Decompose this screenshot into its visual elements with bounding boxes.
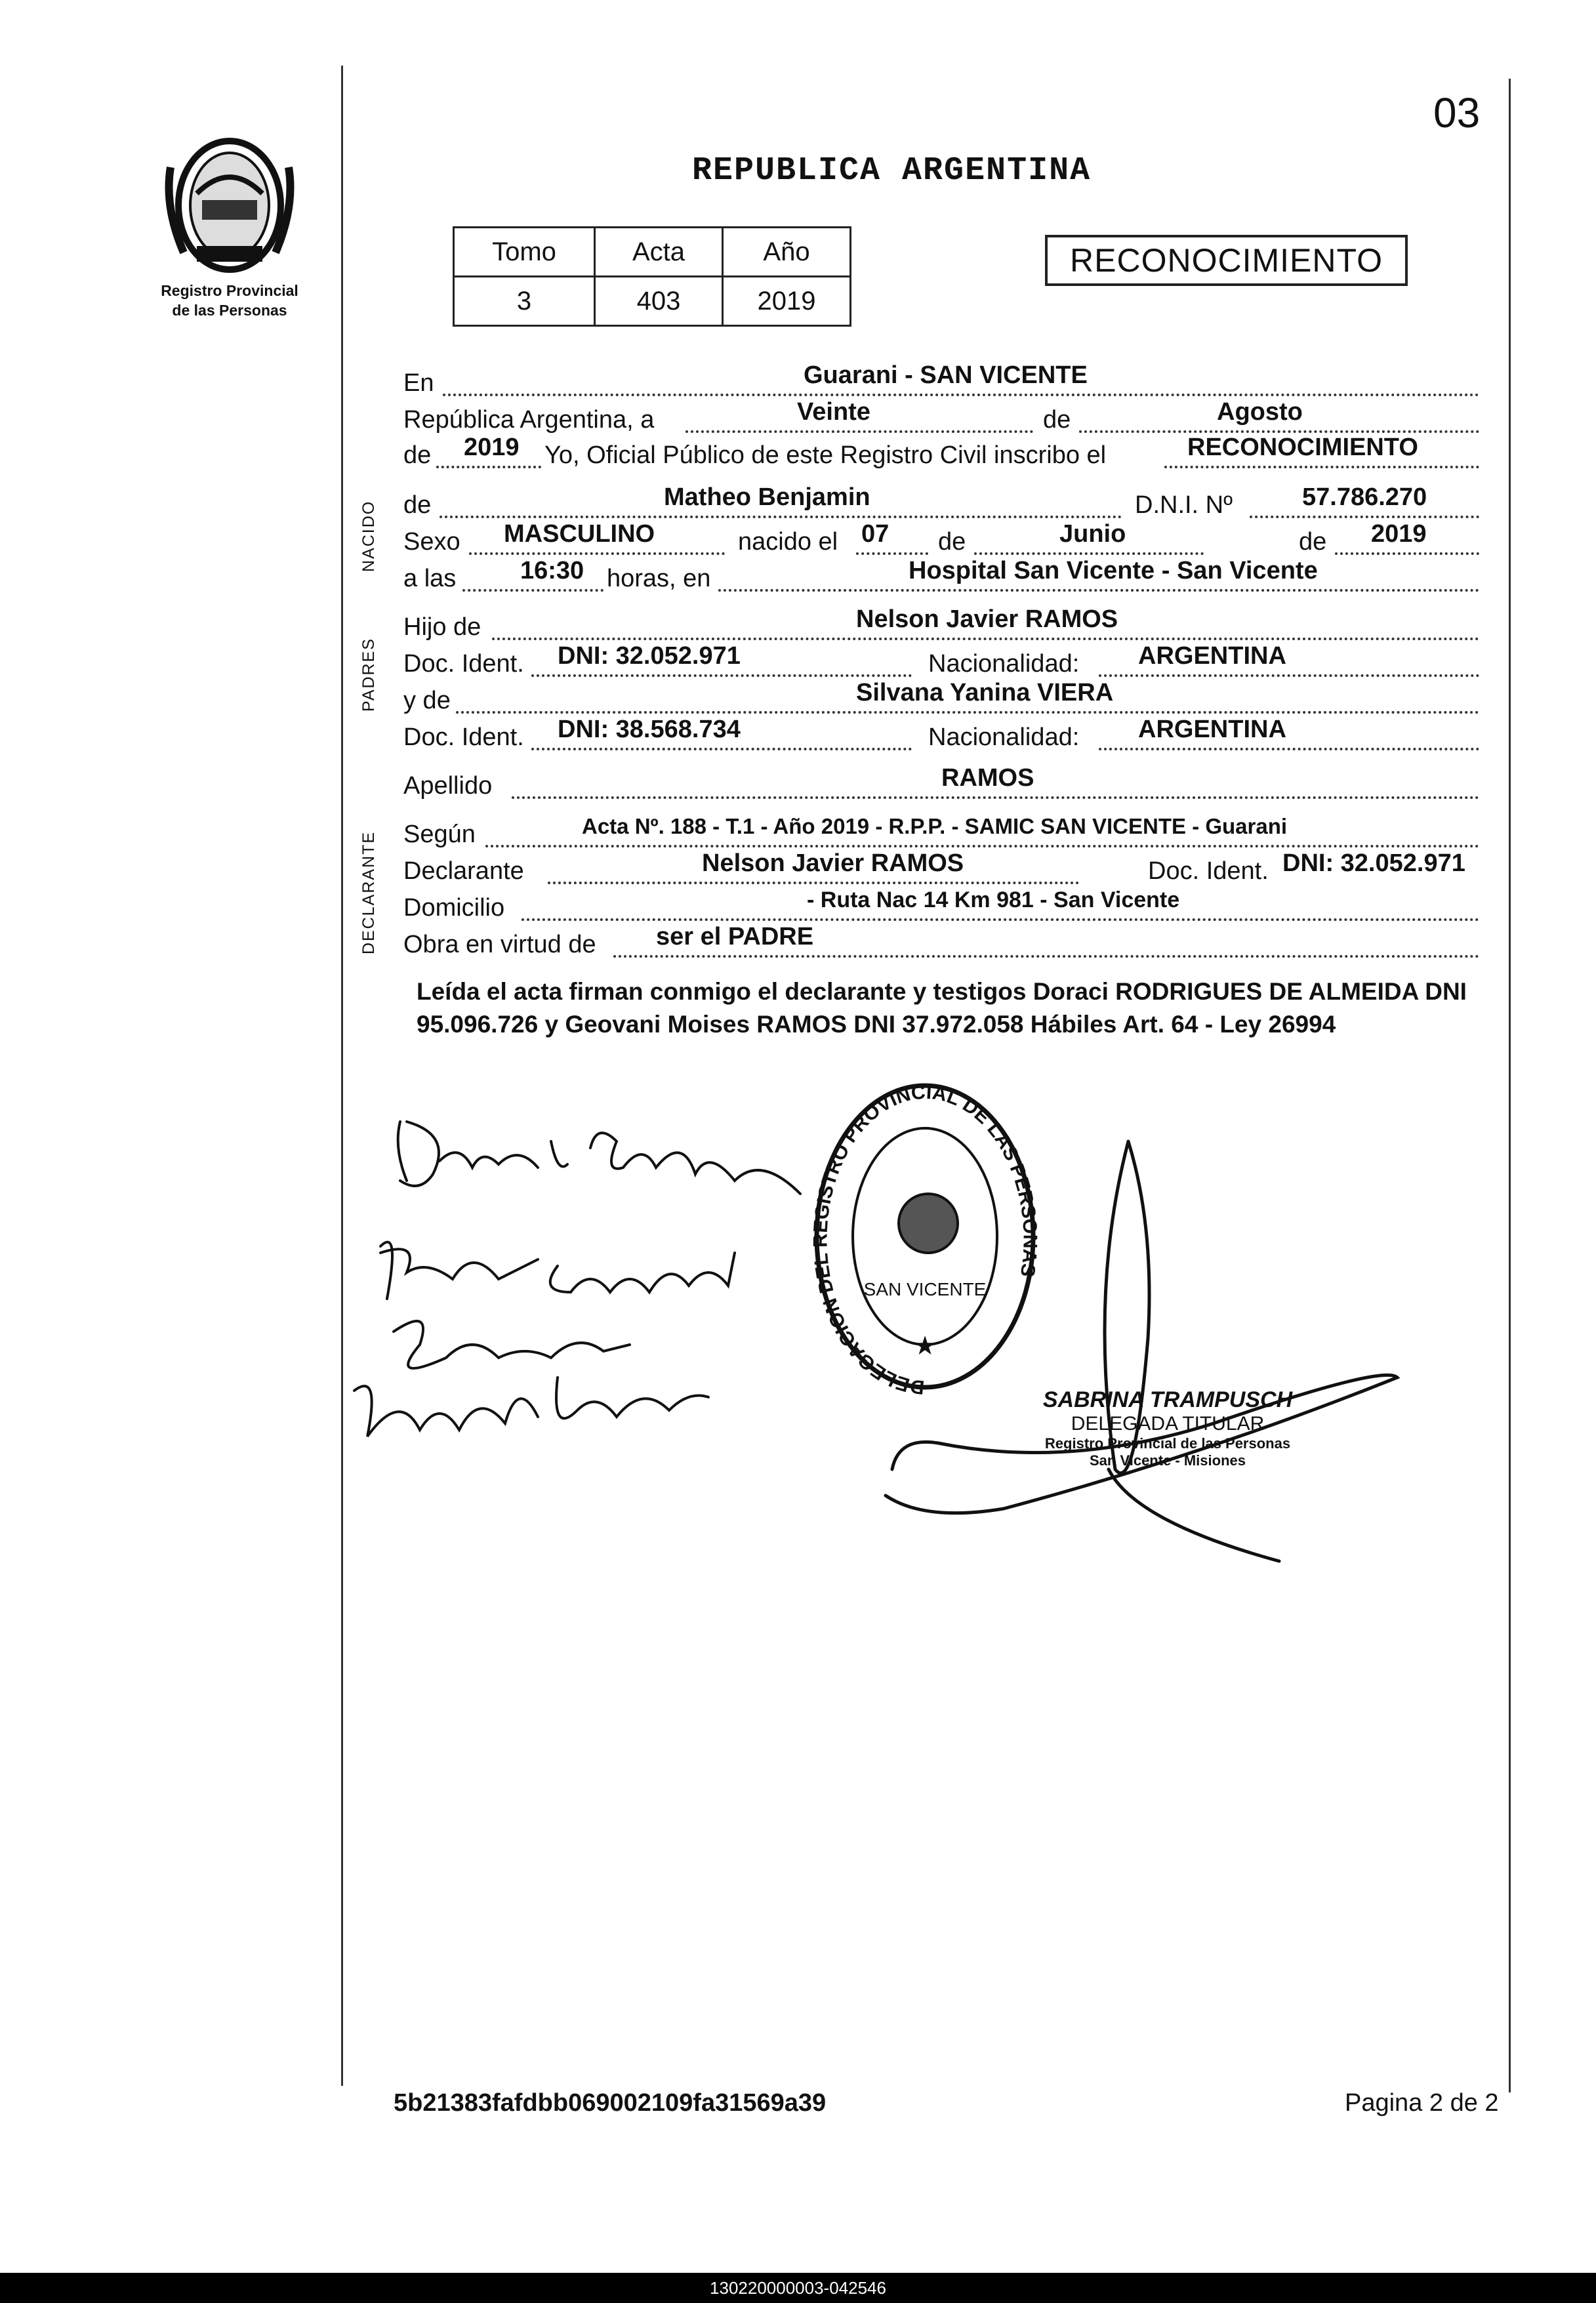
official-stamp-text	[997, 1387, 1338, 1469]
official-role: DELEGADA TITULAR	[1071, 1413, 1265, 1435]
dotted-line	[531, 748, 912, 750]
padre-doc-value: DNI: 32.052.971	[558, 642, 741, 670]
nacido-mes: Junio	[1059, 520, 1126, 548]
stamp-ring-textpath: DELEGACION DEL REGISTRO PROVINCIAL DE LAS PERSONAS	[809, 1081, 1041, 1398]
madre-doc-value: DNI: 38.568.734	[558, 716, 741, 743]
row-domicilio	[403, 887, 1479, 927]
dotted-line	[613, 955, 1479, 958]
hijo-label: Hijo de	[403, 613, 481, 641]
dni-label: D.N.I. Nº	[1135, 491, 1233, 519]
obra-label: Obra en virtud de	[403, 931, 596, 958]
official-signature	[872, 1128, 1417, 1574]
signature-stroke	[380, 1242, 538, 1299]
sexo-value: MASCULINO	[504, 520, 655, 548]
right-margin-line	[1509, 79, 1511, 2092]
registry-table-values	[454, 277, 851, 326]
row-hora	[403, 557, 1479, 598]
dotted-line	[512, 796, 1479, 799]
anio-header: Año	[723, 228, 851, 277]
coat-of-arms-logo	[157, 128, 302, 279]
madre-nac-value: ARGENTINA	[1138, 716, 1286, 743]
padre-nac-label: Nacionalidad:	[928, 650, 1080, 678]
signature-stroke	[1109, 1469, 1279, 1561]
barcode-text: 130220000003-042546	[710, 2278, 886, 2298]
dia-value: Veinte	[797, 398, 870, 426]
stamp-inner-text: SAN VICENTE	[863, 1279, 987, 1299]
official-name: SABRINA TRAMPUSCH	[1042, 1387, 1293, 1412]
signature-stroke	[440, 1141, 567, 1168]
page-number: 03	[1433, 89, 1481, 136]
registry-line1: Registro Provincial	[161, 282, 298, 299]
dni-value: 57.786.270	[1302, 483, 1427, 511]
official-org: Registro Provincial de las Personas	[1044, 1435, 1291, 1452]
official-place: San Vicente - Misiones	[1089, 1452, 1246, 1469]
segun-label: Según	[403, 821, 476, 848]
side-label-declarante: DECLARANTE	[359, 830, 378, 954]
hora-value: 16:30	[520, 557, 584, 584]
declarante-label: Declarante	[403, 857, 524, 885]
page-indicator: Pagina 2 de 2	[1345, 2089, 1499, 2117]
republica-label: República Argentina, a	[403, 406, 655, 434]
nacido-label: nacido el	[738, 528, 838, 556]
svg-text:★: ★	[913, 1332, 937, 1360]
oficial-text: Yo, Oficial Público de este Registro Civil inscribo el	[544, 441, 1107, 469]
acta-value: 403	[595, 277, 723, 326]
dotted-line	[685, 430, 1033, 433]
apellido-label: Apellido	[403, 772, 493, 800]
dotted-line	[1099, 674, 1479, 677]
anio-value: 2019	[464, 434, 520, 461]
row-anio	[403, 434, 1479, 475]
horas-en-label: horas, en	[607, 565, 711, 592]
nacido-anio: 2019	[1371, 520, 1427, 548]
sexo-label: Sexo	[403, 528, 460, 556]
dotted-line	[462, 589, 604, 592]
dotted-line	[1335, 552, 1479, 555]
obra-value: ser el PADRE	[656, 923, 814, 950]
dotted-line	[1250, 516, 1479, 518]
domicilio-value: - Ruta Nac 14 Km 981 - San Vicente	[807, 887, 1180, 912]
row-en	[403, 361, 1479, 403]
dotted-line	[718, 589, 1479, 592]
yde-label: y de	[403, 687, 451, 714]
country-title: REPUBLICA ARGENTINA	[692, 152, 1092, 190]
decl-doc-label: Doc. Ident.	[1148, 857, 1269, 885]
registry-table-header	[454, 228, 851, 277]
madre-doc-label: Doc. Ident.	[403, 724, 524, 751]
signature-stroke	[550, 1253, 735, 1292]
domicilio-label: Domicilio	[403, 894, 505, 922]
signature-stroke	[590, 1133, 800, 1194]
nacido-de2: de	[1299, 528, 1327, 556]
madre-nac-label: Nacionalidad:	[928, 724, 1080, 751]
dotted-line	[443, 394, 1479, 396]
declarante-value: Nelson Javier RAMOS	[702, 849, 964, 877]
madre-value: Silvana Yanina VIERA	[856, 679, 1114, 706]
nacido-dia: 07	[861, 520, 890, 548]
hora-label: a las	[403, 565, 457, 592]
lugar-value: Hospital San Vicente - San Vicente	[909, 557, 1318, 584]
signature-stroke	[398, 1122, 439, 1186]
padre-doc-label: Doc. Ident.	[403, 650, 524, 678]
nacido-de1: de	[938, 528, 966, 556]
acta-header: Acta	[595, 228, 723, 277]
dotted-line	[1099, 748, 1479, 750]
signature-stroke	[354, 1377, 708, 1437]
row-obra	[403, 923, 1479, 964]
registry-caption	[131, 281, 328, 320]
mes-value: Agosto	[1217, 398, 1303, 426]
en-label: En	[403, 369, 434, 397]
barcode-bar	[0, 2273, 1596, 2303]
document-hash: 5b21383fafdbb069002109fa31569a39	[394, 2089, 827, 2117]
en-value: Guarani - SAN VICENTE	[804, 361, 1088, 389]
padre-value: Nelson Javier RAMOS	[856, 605, 1118, 633]
tomo-header: Tomo	[454, 228, 595, 277]
segun-value: Acta Nº. 188 - T.1 - Año 2019 - R.P.P. - SAMIC SAN VICENTE - Guarani	[582, 814, 1288, 838]
row-apellido	[403, 764, 1479, 805]
inscribo-value: RECONOCIMIENTO	[1187, 434, 1418, 461]
tomo-value: 3	[454, 277, 595, 326]
registry-table	[453, 226, 851, 327]
dotted-line	[436, 466, 541, 468]
act-type-box: RECONOCIMIENTO	[1045, 235, 1408, 286]
de-label: de	[1043, 406, 1071, 434]
anio-value: 2019	[723, 277, 851, 326]
signature-stroke	[394, 1321, 630, 1368]
nombre-label: de	[403, 491, 432, 519]
row-madre-doc	[403, 716, 1479, 757]
apellido-value: RAMOS	[941, 764, 1034, 792]
dotted-line	[1164, 466, 1479, 468]
closing-paragraph: Leída el acta firman conmigo el declarante y testigos Doraci RODRIGUES DE ALMEIDA DNI 95.096.726 y Geovani Moises RAMOS DNI 37.972.058 Hábiles Art. 64 - Ley 26994	[417, 978, 1467, 1038]
registry-line2: de las Personas	[172, 302, 287, 319]
decl-doc-value: DNI: 32.052.971	[1282, 849, 1465, 877]
dotted-line	[531, 674, 912, 677]
padre-nac-value: ARGENTINA	[1138, 642, 1286, 670]
anio-prefix: de	[403, 441, 432, 469]
dotted-line	[469, 552, 725, 555]
nombre-value: Matheo Benjamin	[664, 483, 870, 511]
left-margin-line	[341, 66, 343, 2086]
side-label-padres: PADRES	[359, 638, 378, 712]
side-label-nacido: NACIDO	[359, 500, 378, 572]
